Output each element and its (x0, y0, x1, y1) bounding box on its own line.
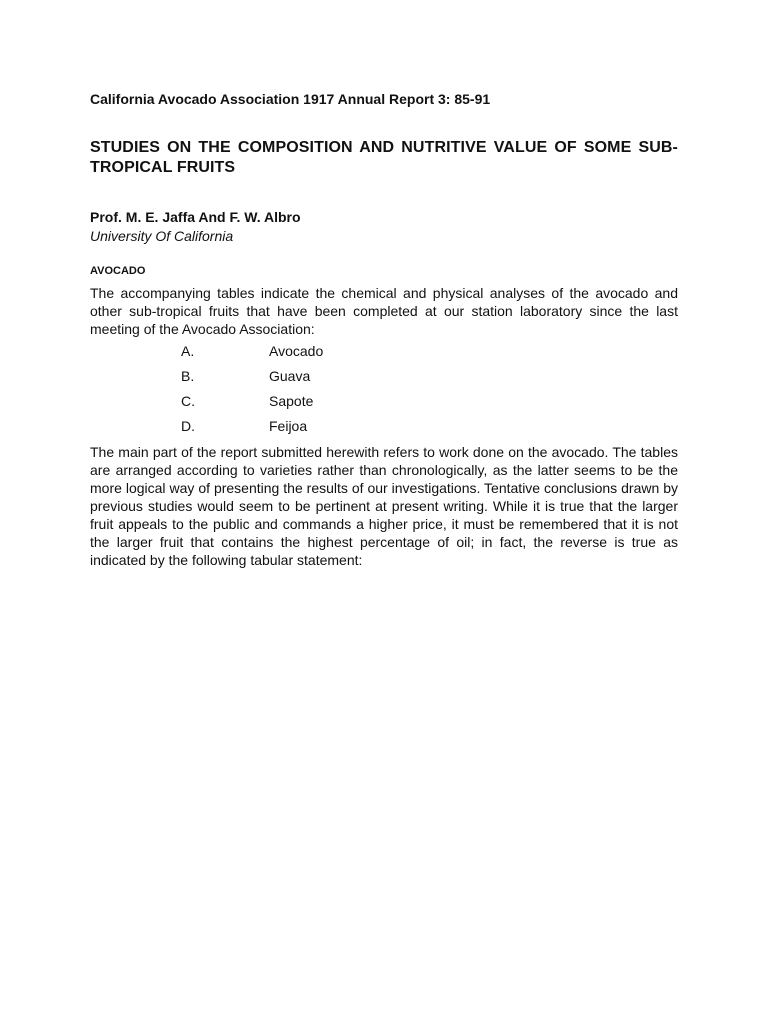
fruit-list-item (90, 417, 678, 442)
fruit-letter: D. (181, 418, 195, 434)
fruit-name: Feijoa (269, 418, 308, 434)
fruit-letter: B. (181, 368, 195, 384)
section-heading: AVOCADO (90, 265, 146, 277)
fruit-letter: C. (181, 393, 195, 409)
paragraph-main: The main part of the report submitted herewith refers to work done on the avocado. The tables are arranged according to varieties rather than chronologically, as the latter seems to be the more logical way of presenting the results of our investigations. Tentative conclusions drawn by previous studies would seem to be pertinent at present writing. While it is true that the larger fruit appeals to the public and commands a higher price, it must be remembered that it is not the larger fruit that contains the highest percentage of oil; in fact, the reverse is true as indicated by the following tabular statement: (90, 444, 678, 568)
authors: Prof. M. E. Jaffa And F. W. Albro (90, 209, 301, 225)
fruit-name: Avocado (269, 343, 324, 359)
document-title: STUDIES ON THE COMPOSITION AND NUTRITIVE VALUE OF SOME SUB-TROPICAL FRUITS (90, 139, 678, 176)
affiliation: University Of California (90, 228, 234, 244)
fruit-name: Guava (269, 368, 311, 384)
fruit-name: Sapote (269, 393, 314, 409)
fruit-list-item (90, 392, 678, 417)
fruit-list-item (90, 367, 678, 392)
citation: California Avocado Association 1917 Annual Report 3: 85-91 (90, 91, 491, 107)
paragraph-intro: The accompanying tables indicate the chemical and physical analyses of the avocado and other sub-tropical fruits that have been completed at our station laboratory since the last meeting of the Avocado Association: (90, 285, 678, 337)
fruit-list (90, 342, 678, 442)
fruit-letter: A. (181, 343, 195, 359)
fruit-list-item (90, 342, 678, 367)
